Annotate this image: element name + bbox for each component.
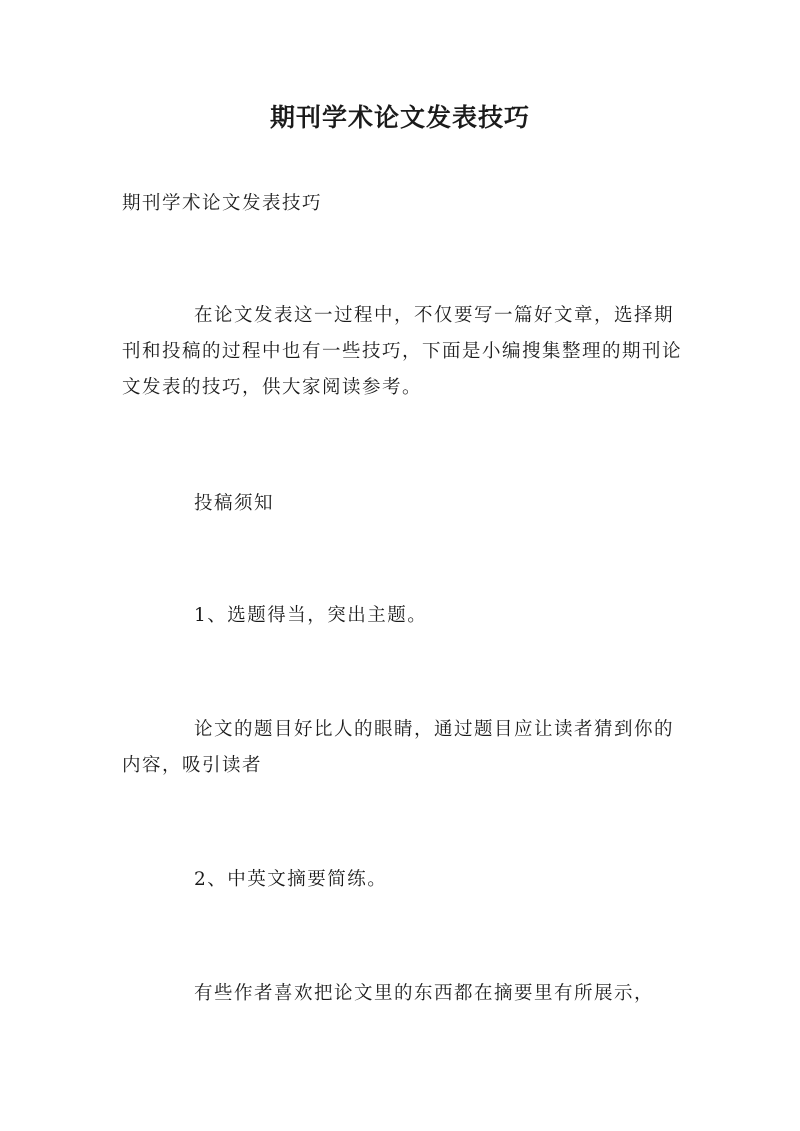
paragraph-intro: 在论文发表这一过程中，不仅要写一篇好文章，选择期刊和投稿的过程中也有一些技巧，下面是小编搜集整理的期刊论文发表的技巧，供大家阅读参考。 <box>122 305 683 398</box>
point-2-body: 有些作者喜欢把论文里的东西都在摘要里有所展示， <box>194 983 655 1004</box>
document-subtitle: 期刊学术论文发表技巧 <box>122 193 323 214</box>
point-2-heading: 2、中英文摘要简练。 <box>194 869 388 890</box>
section-heading-submission-notes: 投稿须知 <box>194 493 275 514</box>
document-title: 期刊学术论文发表技巧 <box>269 103 530 132</box>
point-1-heading: 1、选题得当，突出主题。 <box>194 605 428 626</box>
point-1-body: 论文的题目好比人的眼睛，通过题目应让读者猜到你的内容，吸引读者 <box>122 719 675 776</box>
